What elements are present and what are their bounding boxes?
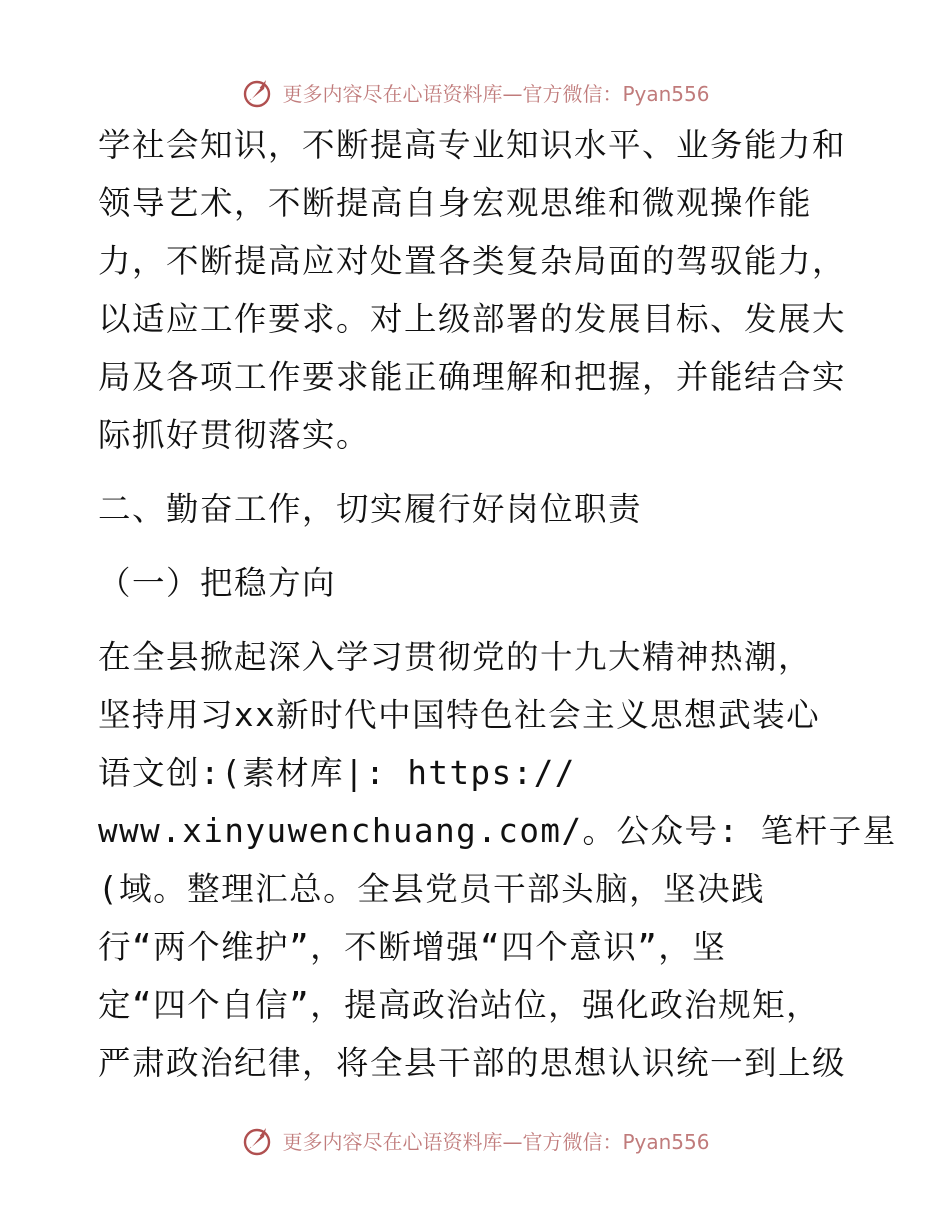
quill-logo-icon [240, 75, 274, 109]
text-line: 语文创:(素材库|: https:// [98, 754, 576, 792]
paragraph-2 [98, 628, 897, 1092]
text-line: 在全县掀起深入学习贯彻党的十九大精神热潮， [98, 638, 813, 676]
watermark-text: 更多内容尽在心语资料库—官方微信：Pyan556 [282, 1129, 710, 1154]
text-line: 局及各项工作要求能正确理解和把握，并能结合实 [98, 358, 847, 396]
text-line: (域。整理汇总。全县党员干部头脑，坚决践 [98, 870, 766, 908]
text-line: 以适应工作要求。对上级部署的发展目标、发展大 [98, 300, 847, 338]
footer-watermark [0, 1118, 950, 1162]
document-body [98, 116, 897, 1092]
text-line: 力，不断提高应对处置各类复杂局面的驾驭能力， [98, 242, 847, 280]
text-line: 学社会知识，不断提高专业知识水平、业务能力和 [98, 126, 847, 164]
header-watermark [0, 70, 950, 114]
section-heading: 二、勤奋工作，切实履行好岗位职责 [98, 490, 643, 528]
text-line: 行“两个维护”，不断增强“四个意识”，坚 [98, 928, 727, 966]
subsection-heading: （一）把稳方向 [98, 564, 337, 602]
text-line: www.xinyuwenchuang.com/。公众号: 笔杆子星 [98, 812, 897, 850]
text-line: 严肃政治纪律，将全县干部的思想认识统一到上级 [98, 1044, 847, 1082]
paragraph-1 [98, 116, 858, 464]
quill-logo-icon [240, 1123, 274, 1157]
text-line: 定“四个自信”，提高政治站位，强化政治规矩， [98, 986, 821, 1024]
text-line: 际抓好贯彻落实。 [98, 416, 371, 454]
text-line: 坚持用习xx新时代中国特色社会主义思想武装心 [98, 696, 821, 734]
watermark-text: 更多内容尽在心语资料库—官方微信：Pyan556 [282, 81, 710, 106]
text-line: 领导艺术，不断提高自身宏观思维和微观操作能 [98, 184, 813, 222]
